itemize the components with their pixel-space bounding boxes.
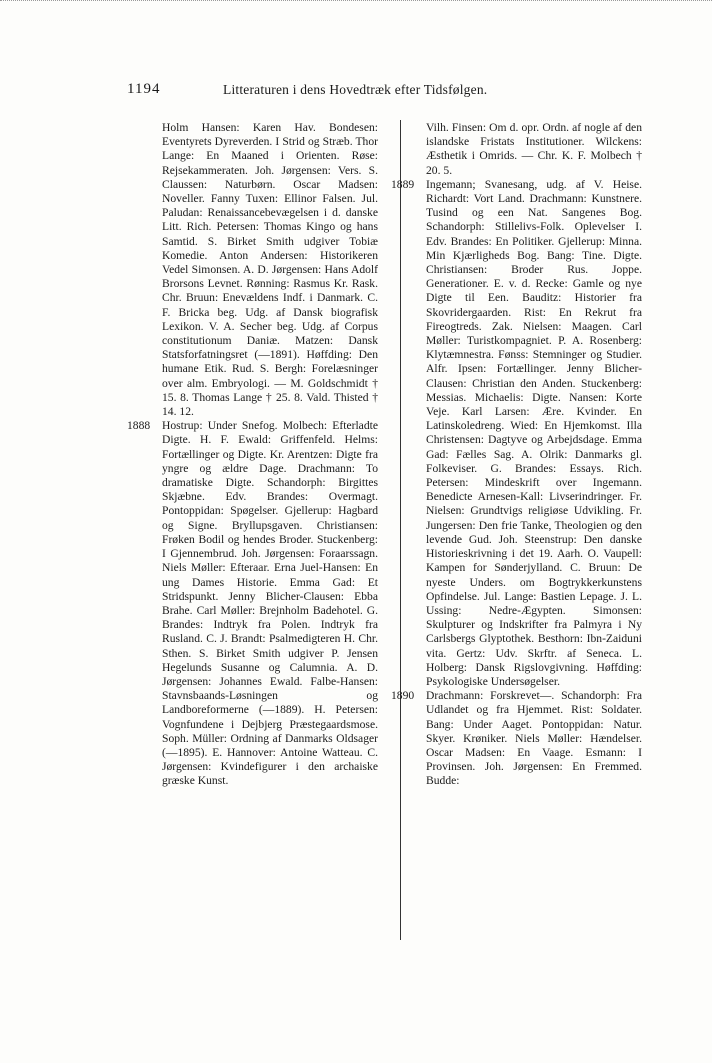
year-label-1890: 1890 <box>391 689 415 703</box>
page-number: 1194 <box>127 81 161 97</box>
right-column-continuation: Vilh. Finsen: Om d. opr. Ordn. af nogle af den islandske Fristats Institutioner. Wilckens: Æsthetik i Omrids. — Chr. K. F. Molbech † 20. 5. <box>426 121 642 177</box>
year-block-1888 <box>127 419 378 788</box>
left-column-intro: Holm Hansen: Karen Hav. Bondesen: Eventyrets Dyreverden. I Strid og Stræb. Thor Lange: En Maaned i Orienten. Røse: Rejsekammeraten. Joh. Jørgensen: Vers. S. Claussen: Naturbørn. Oscar Madsen: Noveller. Fanny Tuxen: Ellinor Falsen. Jul. Paludan: Renaissancebevægelsen i d. danske Litt. Rich. Petersen: Thomas Kingo og hans Samtid. S. Birket Smith udgiver Tobiæ Komedie. Anton Andersen: Historikeren Vedel Simonsen. A. D. Jørgensen: Hans Adolf Brorsons Levnet. Rønning: Rasmus Kr. Rask. Chr. Bruun: Enevældens Indf. i Danmark. C. F. Bricka beg. Udg. af Dansk biografisk Lexikon. V. A. Secher beg. Udg. af Corpus constitutionum Daniæ. Matzen: Dansk Statsforfatningsret (—1891). Høffding: Den humane Etik. Rud. S. Bergh: Forelæsninger over alm. Embryologi. — M. Goldschmidt † 15. 8. Thomas Lange † 25. 8. Vald. Thisted † 14. 12. <box>162 121 378 419</box>
year-entries-1890: Drachmann: Forskrevet—. Schandorph: Fra Udlandet og fra Hjemmet. Rist: Soldater. Bang: Under Aaget. Pontoppidan: Natur. Skyer. Krøniker. Niels Møller: Hændelser. Oscar Madsen: En Vaage. Esmann: I Provinsen. Joh. Jørgensen: En Fremmed. Budde: <box>426 689 642 788</box>
page-header <box>127 81 637 101</box>
year-entries-1888: Hostrup: Under Snefog. Molbech: Efterladte Digte. H. F. Ewald: Griffenfeld. Helms: Fortællinger og Digte. Kr. Arentzen: Digte fra yngre og ældre Dage. Drachmann: To dramatiske Digte. Schandorph: Birgittes Skjæbne. Edv. Brandes: Overmagt. Pontoppidan: Spøgelser. Gjellerup: Hagbard og Signe. Bryllupsgaven. Christiansen: Frøken Bodil og hendes Broder. Stuckenberg: I Gjennembrud. Joh. Jørgensen: Foraarssagn. Niels Møller: Efteraar. Erna Juel-Hansen: En ung Dames Historie. Emma Gad: Et Stridspunkt. Jenny Blicher-Clausen: Ebba Brahe. Carl Møller: Brejnholm Badehotel. G. Brandes: Indtryk fra Polen. Indtryk fra Rusland. C. J. Brandt: Psalmedigteren H. Chr. Sthen. S. Birket Smith udgiver P. Jensen Hegelunds Susanne og Calumnia. A. D. Jørgensen: Johannes Ewald. Falbe-Hansen: Stavnsbaands-Løsningen og Landboreformerne (—1889). H. Petersen: Vognfundene i Dejbjerg Præstegaardsmose. Soph. Müller: Ordning af Danmarks Oldsager (—1895). E. Hannover: Antoine Watteau. C. Jørgensen: Kvindefigurer i den archaiske græske Kunst. <box>162 419 378 788</box>
column-divider <box>400 120 401 940</box>
year-label-1888: 1888 <box>127 419 151 433</box>
year-block-1889 <box>391 177 642 689</box>
scan-top-edge <box>0 0 712 7</box>
year-block-1890 <box>391 689 642 788</box>
year-entries-1889: Ingemann; Svanesang, udg. af V. Heise. Richardt: Vort Land. Drachmann: Kunstnere. Tusind og een Nat. Sangenes Bog. Schandorph: Stillelivs-Folk. Oplevelser I. Edv. Brandes: En Politiker. Gjellerup: Minna. Min Kjærligheds Bog. Bang: Tine. Digte. Christiansen: Broder Rus. Joppe. Generationer. E. v. d. Recke: Gamle og nye Digte til Een. Bauditz: Historier fra Skovridergaarden. Rist: En Rekrut fra Fireogtreds. Zak. Nielsen: Maagen. Carl Møller: Turistkompagniet. P. A. Rosenberg: Klytæmnestra. Fønss: Stemninger og Studier. Alfr. Ipsen: Fortællinger. Jenny Blicher-Clausen: Christian den Anden. Stuckenberg: Messias. Michaelis: Digte. Nansen: Korte Veje. Karl Larsen: Ære. Kvinder. En Latinskoledreng. Wied: En Hjemkomst. Illa Christensen: Dagtyve og Arbejdsdage. Emma Gad: Fælles Sag. A. Olrik: Danmarks gl. Folkeviser. G. Brandes: Essays. Rich. Petersen: Mindeskrift over Ingemann. Benedicte Arnesen-Kall: Livserindringer. Fr. Nielsen: Grundtvigs religiøse Udvikling. Fr. Jungersen: Den frie Tanke, Theologien og den levende Gud. Joh. Steenstrup: Den danske Historieskrivning i det 19. Aarh. O. Vaupell: Kampen for Sønderjylland. C. Bruun: De nyeste Unders. om Bogtrykkerkunstens Opfindelse. Jul. Lange: Bastien Lepage. J. L. Ussing: Nedre-Ægypten. Simonsen: Skulpturer og Indskrifter fra Palmyra i Ny Carlsbergs Glyptothek. Besthorn: Ibn-Zaiduni vita. Gertz: Udv. Skrftr. af Seneca. L. Holberg: Dansk Rigslovgivning. Høffding: Psykologiske Undersøgelser. <box>426 177 642 688</box>
year-label-1889: 1889 <box>391 177 415 191</box>
right-column <box>391 121 642 789</box>
running-title: Litteraturen i dens Hovedtræk efter Tidsfølgen. <box>223 82 488 97</box>
left-column <box>127 121 378 789</box>
